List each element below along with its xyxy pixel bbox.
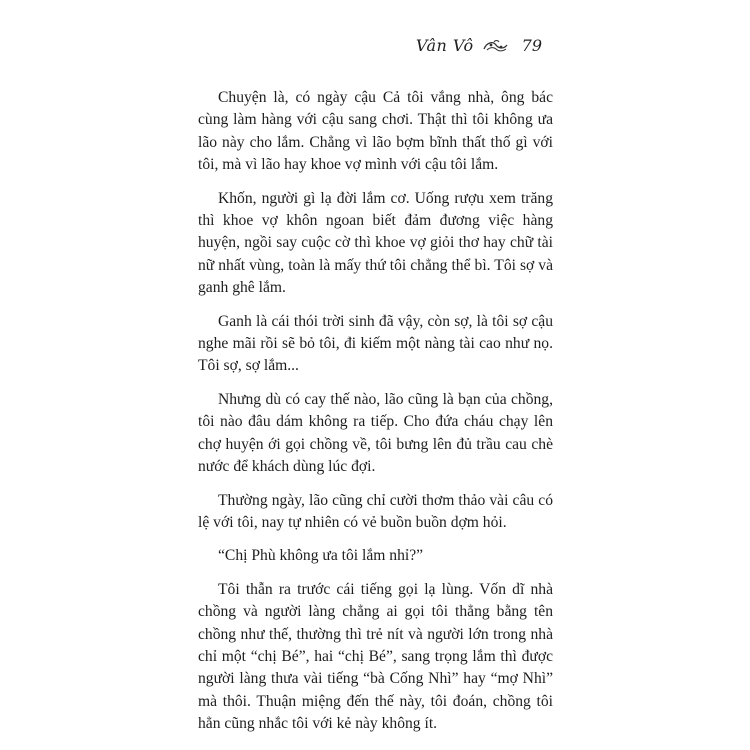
paragraph: Thường ngày, lão cũng chỉ cười thơm thảo vài câu có lệ với tôi, nay tự nhiên có vẻ buồn buồn dợm hỏi.	[198, 491, 553, 531]
running-header	[416, 36, 542, 55]
body-text	[198, 87, 553, 747]
paragraph-dialogue: “Chị Phù không ưa tôi lắm nhỉ?”	[218, 547, 424, 565]
page-number: 79	[521, 36, 542, 55]
header-title: Vân Vô	[415, 36, 474, 55]
paragraph: Khốn, người gì lạ đời lắm cơ. Uống rượu xem trăng thì khoe vợ khôn ngoan biết đảm đương việc hàng huyện, ngồi say cuộc cờ thì khoe vợ giỏi thơ hay chữ tài nữ nhất vùng, toàn là mấy thứ tôi chẳng thể bì. Tôi sợ và ganh ghê lắm.	[198, 189, 553, 297]
flourish-ornament-icon	[482, 38, 510, 54]
paragraph: Nhưng dù có cay thế nào, lão cũng là bạn của chồng, tôi nào đâu dám không ra tiếp. Cho đứa cháu chạy lên chợ huyện ới gọi chồng về, tôi bưng lên đủ trầu cau chè nước để khách dùng lúc đợi.	[198, 390, 553, 476]
paragraph: Chuyện là, có ngày cậu Cả tôi vắng nhà, ông bác cùng làm hàng với cậu sang chơi. Thật thì tôi không ưa lão này cho lắm. Chẳng vì lão bợm bĩnh thất thố gì với tôi, mà vì lão hay khoe vợ mình với cậu tôi lắm.	[198, 89, 553, 174]
paragraph: Ganh là cái thói trời sinh đã vậy, còn sợ, là tôi sợ cậu nghe mãi rồi sẽ bỏ tôi, đi kiếm một nàng tài cao như nọ. Tôi sợ, sợ lắm...	[198, 312, 553, 375]
paragraph: Tôi thẫn ra trước cái tiếng gọi lạ lùng. Vốn dĩ nhà chồng và người làng chẳng ai gọi tôi thẳng bằng tên chồng như thế, thường thì trẻ nít và người lớn trong nhà chỉ một “chị Bé”, hai “chị Bé”, sang trọng lắm thì được người làng thưa vài tiếng “bà Cống Nhì” hay “mợ Nhì” mà thôi. Thuận miệng đến thế này, tôi đoán, chồng tôi hẳn cũng nhắc tôi với kẻ này không ít.	[198, 580, 553, 733]
